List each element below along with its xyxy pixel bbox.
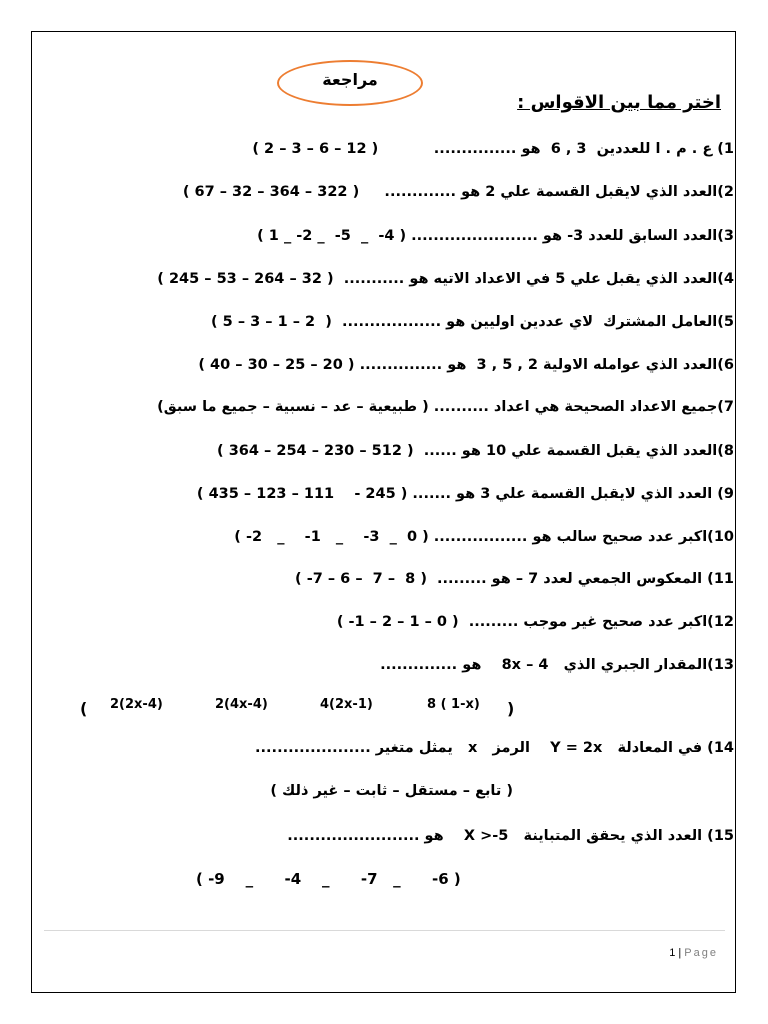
footer-separator: |: [678, 947, 682, 959]
question-15-options: ( -9 _ -4 _ -7 _ -6 ): [196, 870, 461, 888]
question-9: 9) العدد الذي لايقبل القسمة علي 3 هو ....... ( 245 - 111 – 123 – 435 ): [196, 486, 734, 502]
q13-option: 2(2x-4): [110, 697, 163, 712]
question-11: 11) المعكوس الجمعي لعدد 7 – هو ......... ( 8 – 7 – 6 – 7- ): [295, 571, 734, 587]
q13-option: 2(4x-4): [215, 697, 268, 712]
question-15: 15) العدد الذي يحقق المتباينة 5-< X هو ........................: [287, 828, 734, 844]
page-footer: [669, 947, 718, 959]
page-number: 1: [669, 947, 676, 959]
page-label: Page: [684, 947, 718, 959]
question-7: 7)جميع الاعداد الصحيحة هي اعداد .......... ( طبيعية – عد – نسبية – جميع ما سبق): [157, 399, 734, 415]
question-14-options: ( تابع – مستقل – ثابت – غير ذلك ): [270, 783, 513, 799]
footer-divider: [44, 930, 725, 931]
question-6: 6)العدد الذي عوامله الاولية 2 , 5 , 3 هو ............... ( 20 – 25 – 30 – 40 ): [198, 357, 734, 373]
question-4: 4)العدد الذي يقبل علي 5 في الاعداد الاتيه هو ........... ( 32 – 264 – 53 – 245 ): [157, 271, 734, 287]
question-5: 5)العامل المشترك لاي عددين اوليين هو .................. ( 2 – 1 – 3 – 5 ): [210, 314, 734, 330]
question-8: 8)العدد الذي يقبل القسمة علي 10 هو ...... ( 512 – 230 – 254 – 364 ): [217, 443, 734, 459]
page-title: مراجعة: [322, 70, 378, 89]
question-2: 2)العدد الذي لايقبل القسمة علي 2 هو ............. ( 322 – 364 – 32 – 67 ): [182, 184, 734, 200]
question-3: 3)العدد السابق للعدد 3- هو ....................... ( 4- _ 5- _ 2- _ 1 ): [257, 228, 734, 244]
page-border: [31, 31, 736, 993]
section-heading: اختر مما بين الاقواس :: [517, 92, 721, 113]
q13-close-paren: ): [507, 699, 515, 718]
q13-option: 4(2x-1): [320, 697, 373, 712]
question-12: 12)اكبر عدد صحيح غير موجب ......... ( 0 – 1 – 2 – 1- ): [336, 614, 734, 630]
question-13: 13)المقدار الجبري الذي 4 – 8x هو ..............: [380, 657, 734, 673]
q13-open-paren: (: [80, 699, 88, 718]
question-10: 10)اكبر عدد صحيح سالب هو ................. ( 0 _ 3- _ 1- _ 2- ): [234, 529, 734, 545]
question-14: 14) في المعادلة Y = 2x الرمز x يمثل متغير .....................: [255, 740, 734, 756]
question-1: 1) ع . م . ا للعددين 3 , 6 هو ............... ( 12 – 6 – 3 – 2 ): [252, 141, 734, 157]
q13-option: 8 ( 1-x): [427, 697, 480, 712]
